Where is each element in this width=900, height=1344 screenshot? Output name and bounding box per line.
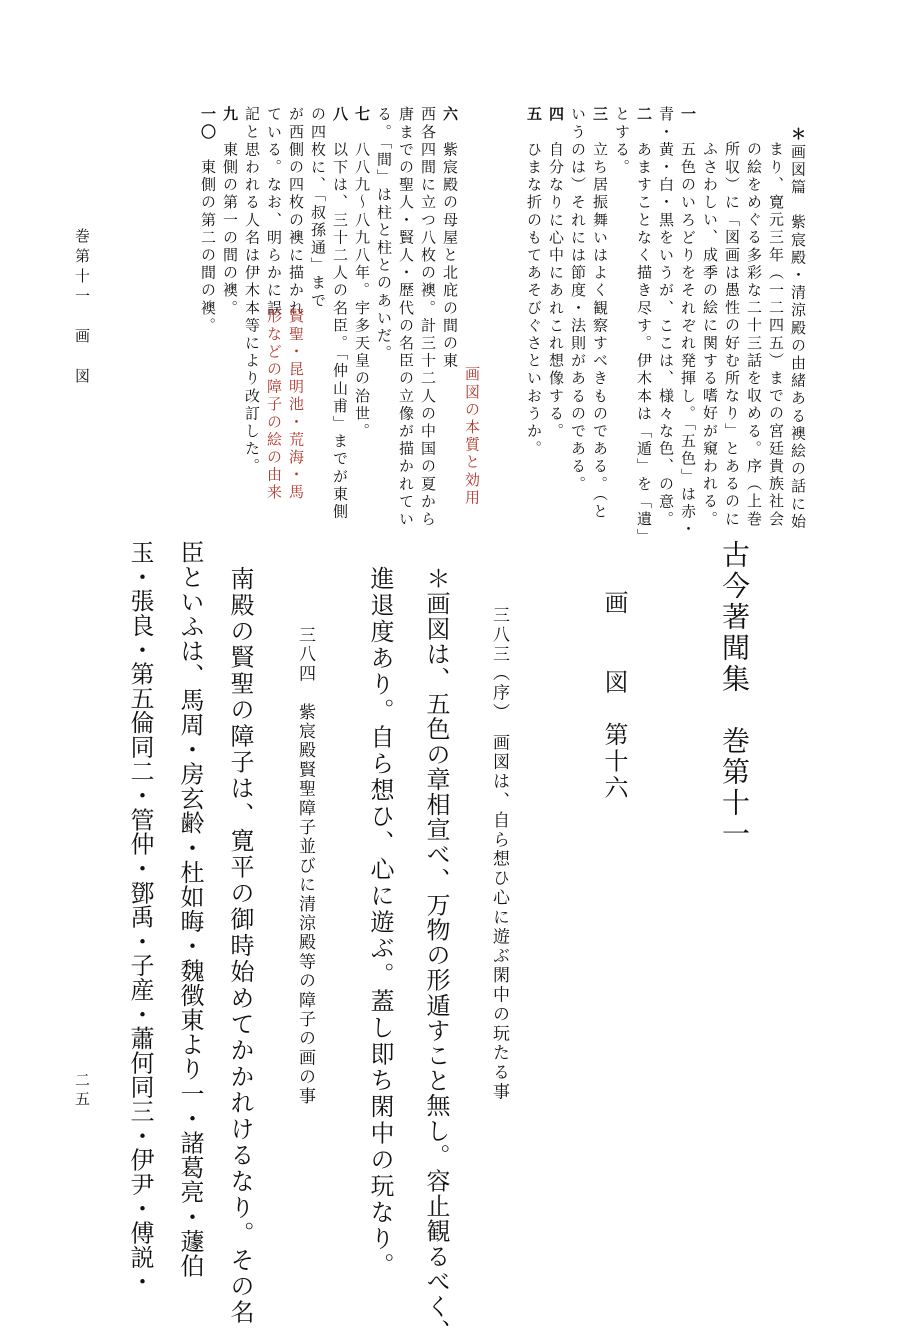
note-1-line2: 青・黄・白・黒をいうが、ここは、様々な色、の意。 (657, 106, 675, 529)
note-star-line4: 所収）に「図画は愚性の好む所なり」とあるのに (723, 141, 741, 529)
s384-line2: 臣といふは、馬周・房玄齢・杜如晦・魏徴東より一・諸葛亮・蘧伯 (176, 540, 204, 1278)
running-head: 巻第十一 画 図 (73, 228, 91, 388)
s384-line3: 玉・張良・第五倫同二・管仲・鄧禹・子産・蕭何同三・伊尹・傅説・ (126, 540, 154, 1294)
note-2-line1: 二 あますことなく描き尽す。伊木本は「遁」を「遺」 (635, 106, 653, 547)
note-9: 九 東側の第一の間の襖。 (221, 106, 239, 318)
note-3-line1: 三 立ち居振舞いはよく観察すべきものである。（と (591, 106, 609, 521)
note-8-line5: 記と思われる人名は伊木本等により改訂した。 (243, 106, 261, 476)
note-star-line2: まり、寛元三年（一二四五）までの宮廷貴族社会 (767, 141, 785, 529)
note-star-mark: ＊ (789, 126, 807, 144)
note-5-marker: 五 (525, 106, 543, 124)
heading-paintings-a: 賢聖・昆明池・荒海・馬 (287, 308, 305, 502)
note-8-marker: 八 (331, 106, 349, 124)
note-3-marker: 三 (591, 106, 609, 124)
work-title: 古今著聞集 巻第十一 (718, 540, 751, 850)
heading-paintings-b: 形などの障子の絵の由来 (265, 308, 283, 502)
note-2-marker: 二 (635, 106, 653, 124)
s384-heading: 三八四 紫宸殿賢聖障子並びに清涼殿等の障子の画の事 (295, 626, 315, 1106)
note-5: 五 ひまな折のもてあそびぐさといおうか。 (525, 106, 543, 459)
note-3-line2: いうのは）それには節度・法則があるのである。 (569, 106, 587, 494)
s384-line1: 南殿の賢聖の障子は、寛平の御時始めてかかれけるなり。その名 (226, 566, 254, 1326)
note-8-line2: の四枚に、「叔孫通」まで (309, 106, 327, 310)
note-star-line5: ふさわしい、成季の絵に関する嗜好が窺われる。 (701, 141, 719, 529)
note-1-marker: 一 (679, 106, 697, 124)
note-10: 一〇 東側の第二の間の襖。 (199, 106, 217, 335)
note-1-line1: 一 五色のいろどりをそれぞれ発揮し。「五色」は赤・ (679, 106, 697, 539)
note-star-line1: ＊画図篇 紫宸殿・清涼殿の由緒ある襖絵の話に始 (789, 126, 807, 531)
note-2-line2: とする。 (613, 106, 631, 177)
note-7: 七 八八九〜八九八年。宇多天皇の治世。 (353, 106, 371, 441)
note-4-marker: 四 (547, 106, 565, 124)
note-9-marker: 九 (221, 106, 239, 124)
note-6-line2: 西各四間に立つ八枚の襖。計三十二人の中国の夏から (419, 106, 437, 529)
note-8-line4: ている。なお、明らかに誤 (265, 106, 283, 318)
section-title: 画 図 第十六 (600, 590, 628, 802)
note-8-line3: が西側の四枚の襖に描かれ (287, 106, 305, 318)
note-6-line4: る。「間」は柱と柱とのあいだ。 (375, 106, 393, 363)
s383-heading: 三八三（序） 画図は、自ら想ひ心に遊ぶ閑中の玩たる事 (489, 606, 509, 1102)
note-8-line1: 八 以下は、三十二人の名臣。「仲山甫」までが東側 (331, 106, 349, 521)
heading-essence: 画図の本質と効用 (463, 366, 481, 507)
s383-line1: ＊画図は、五色の章相宣べ、万物の形遁すこと無し。容止観るべく、 (422, 566, 450, 1344)
note-4: 四 自分なりに心中にあれこれ想像する。 (547, 106, 565, 441)
note-6-marker: 六 (441, 106, 459, 124)
note-7-marker: 七 (353, 106, 371, 124)
note-6-line3: 唐までの聖人・賢人・歴代の名臣の立像が描かれてい (397, 106, 415, 529)
note-6-line1: 六 紫宸殿の母屋と北庇の間の東 (441, 106, 459, 371)
page-number: 二五 (73, 1072, 91, 1110)
note-star-line3: の絵をめぐる多彩な二十三話を収める。序（上巻 (745, 141, 763, 529)
s383-line2: 進退度あり。自ら想ひ、心に遊ぶ。蓋し即ち閑中の玩なり。 (366, 566, 394, 1279)
note-10-marker: 一〇 (199, 106, 217, 142)
